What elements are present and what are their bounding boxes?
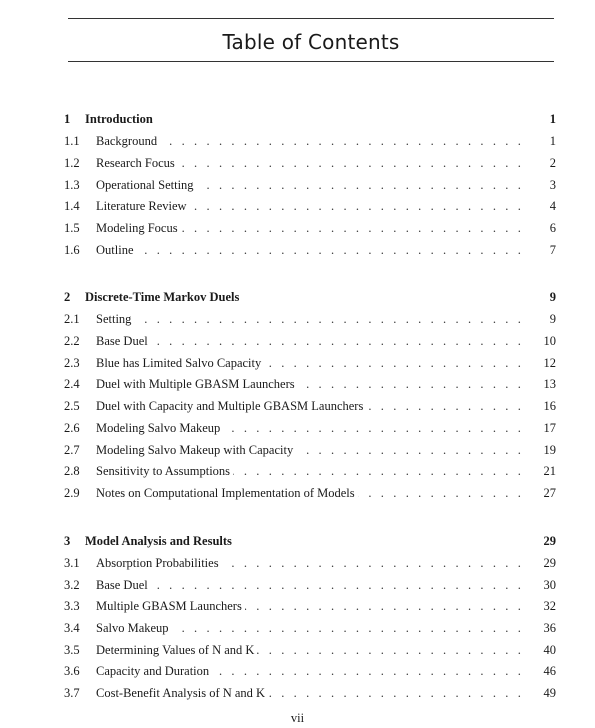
dot-leader: [96, 484, 524, 502]
section-number: 2.9: [64, 486, 80, 500]
section-title: Duel with Capacity and Multiple GBASM Launchers: [96, 399, 366, 413]
dot-leader: [96, 132, 524, 150]
section-page-number: 46: [543, 664, 556, 678]
section-page-number: 30: [543, 578, 556, 592]
section-number: 2.1: [64, 312, 80, 326]
section-page-number: 19: [543, 443, 556, 457]
chapter-number: 1: [64, 112, 71, 126]
title-underline-rule: [68, 61, 554, 62]
section-2-8-entry[interactable]: [64, 462, 556, 480]
section-number: 1.5: [64, 221, 80, 235]
section-1-4-entry[interactable]: [64, 197, 556, 215]
dot-leader: [96, 597, 524, 615]
section-1-2-entry[interactable]: [64, 154, 556, 172]
section-title: Operational Setting: [96, 178, 197, 192]
section-2-7-entry[interactable]: [64, 441, 556, 459]
section-3-5-entry[interactable]: [64, 641, 556, 659]
section-title: Determining Values of N and K: [96, 643, 257, 657]
section-2-9-entry[interactable]: [64, 484, 556, 502]
section-title: Base Duel: [96, 334, 151, 348]
chapter-title: Model Analysis and Results: [85, 534, 232, 548]
section-page-number: 27: [543, 486, 556, 500]
dot-leader: [96, 684, 524, 702]
section-page-number: 40: [543, 643, 556, 657]
dot-leader: [96, 375, 524, 393]
dot-leader: [96, 662, 524, 680]
section-page-number: 2: [549, 156, 556, 170]
dot-leader: [96, 419, 524, 437]
section-page-number: 32: [543, 599, 556, 613]
section-title: Sensitivity to Assumptions: [96, 464, 233, 478]
dot-leader: [96, 176, 524, 194]
section-page-number: 16: [543, 399, 556, 413]
section-1-6-entry[interactable]: [64, 241, 556, 259]
section-3-2-entry[interactable]: [64, 576, 556, 594]
dot-leader: [96, 641, 524, 659]
dot-leader: [96, 197, 524, 215]
section-number: 1.1: [64, 134, 80, 148]
section-title: Base Duel: [96, 578, 151, 592]
section-title: Modeling Salvo Makeup with Capacity: [96, 443, 296, 457]
section-number: 1.3: [64, 178, 80, 192]
dot-leader: [96, 619, 524, 637]
section-2-3-entry[interactable]: [64, 354, 556, 372]
section-number: 2.7: [64, 443, 80, 457]
section-page-number: 1: [549, 134, 556, 148]
dot-leader: [96, 554, 524, 572]
section-page-number: 10: [543, 334, 556, 348]
chapter-3-entry[interactable]: [64, 532, 556, 550]
section-number: 1.2: [64, 156, 80, 170]
section-2-5-entry[interactable]: [64, 397, 556, 415]
section-3-6-entry[interactable]: [64, 662, 556, 680]
dot-leader: [96, 441, 524, 459]
section-page-number: 36: [543, 621, 556, 635]
section-page-number: 17: [543, 421, 556, 435]
section-3-1-entry[interactable]: [64, 554, 556, 572]
section-title: Cost-Benefit Analysis of N and K: [96, 686, 268, 700]
chapter-number: 2: [64, 290, 71, 304]
chapter-1-entry[interactable]: [64, 110, 556, 128]
section-title: Background: [96, 134, 160, 148]
chapter-page-number: 1: [549, 112, 556, 126]
top-rule: [68, 18, 554, 19]
section-number: 2.4: [64, 377, 80, 391]
section-title: Outline: [96, 243, 137, 257]
section-page-number: 6: [549, 221, 556, 235]
section-number: 1.6: [64, 243, 80, 257]
section-number: 3.4: [64, 621, 80, 635]
section-number: 2.8: [64, 464, 80, 478]
section-3-4-entry[interactable]: [64, 619, 556, 637]
section-page-number: 21: [543, 464, 556, 478]
chapter-page-number: 9: [549, 290, 556, 304]
section-title: Duel with Multiple GBASM Launchers: [96, 377, 298, 391]
section-page-number: 3: [549, 178, 556, 192]
dot-leader: [96, 310, 524, 328]
section-title: Research Focus: [96, 156, 178, 170]
page-number: vii: [290, 711, 305, 725]
section-page-number: 9: [549, 312, 556, 326]
page-title: Table of Contents: [222, 30, 400, 54]
chapter-title: Introduction: [85, 112, 153, 126]
dot-leader: [96, 354, 524, 372]
section-title: Salvo Makeup: [96, 621, 172, 635]
dot-leader: [96, 219, 524, 237]
dot-leader: [96, 241, 524, 259]
section-number: 2.2: [64, 334, 80, 348]
chapter-2-entry[interactable]: [64, 288, 556, 306]
section-number: 2.5: [64, 399, 80, 413]
section-title: Multiple GBASM Launchers: [96, 599, 245, 613]
chapter-page-number: 29: [543, 534, 556, 548]
section-3-3-entry[interactable]: [64, 597, 556, 615]
chapter-number: 3: [64, 534, 71, 548]
section-number: 3.7: [64, 686, 80, 700]
section-title: Absorption Probabilities: [96, 556, 222, 570]
section-2-2-entry[interactable]: [64, 332, 556, 350]
section-title: Blue has Limited Salvo Capacity: [96, 356, 264, 370]
section-page-number: 4: [549, 199, 556, 213]
section-title: Literature Review: [96, 199, 190, 213]
section-1-1-entry[interactable]: [64, 132, 556, 150]
section-2-4-entry[interactable]: [64, 375, 556, 393]
dot-leader: [96, 462, 524, 480]
section-number: 3.5: [64, 643, 80, 657]
section-title: Capacity and Duration: [96, 664, 212, 678]
section-1-5-entry[interactable]: [64, 219, 556, 237]
section-1-3-entry[interactable]: [64, 176, 556, 194]
section-3-7-entry[interactable]: [64, 684, 556, 702]
section-number: 3.2: [64, 578, 80, 592]
section-number: 3.6: [64, 664, 80, 678]
section-number: 3.1: [64, 556, 80, 570]
section-number: 2.6: [64, 421, 80, 435]
section-number: 2.3: [64, 356, 80, 370]
section-number: 3.3: [64, 599, 80, 613]
dot-leader: [96, 332, 524, 350]
section-title: Setting: [96, 312, 134, 326]
section-number: 1.4: [64, 199, 80, 213]
section-title: Modeling Salvo Makeup: [96, 421, 223, 435]
section-page-number: 13: [543, 377, 556, 391]
chapter-title: Discrete-Time Markov Duels: [85, 290, 240, 304]
section-title: Modeling Focus: [96, 221, 181, 235]
section-2-1-entry[interactable]: [64, 310, 556, 328]
section-page-number: 7: [549, 243, 556, 257]
dot-leader: [96, 154, 524, 172]
section-page-number: 49: [543, 686, 556, 700]
section-title: Notes on Computational Implementation of Models: [96, 486, 358, 500]
section-2-6-entry[interactable]: [64, 419, 556, 437]
section-page-number: 12: [543, 356, 556, 370]
dot-leader: [96, 397, 524, 415]
dot-leader: [96, 576, 524, 594]
section-page-number: 29: [543, 556, 556, 570]
